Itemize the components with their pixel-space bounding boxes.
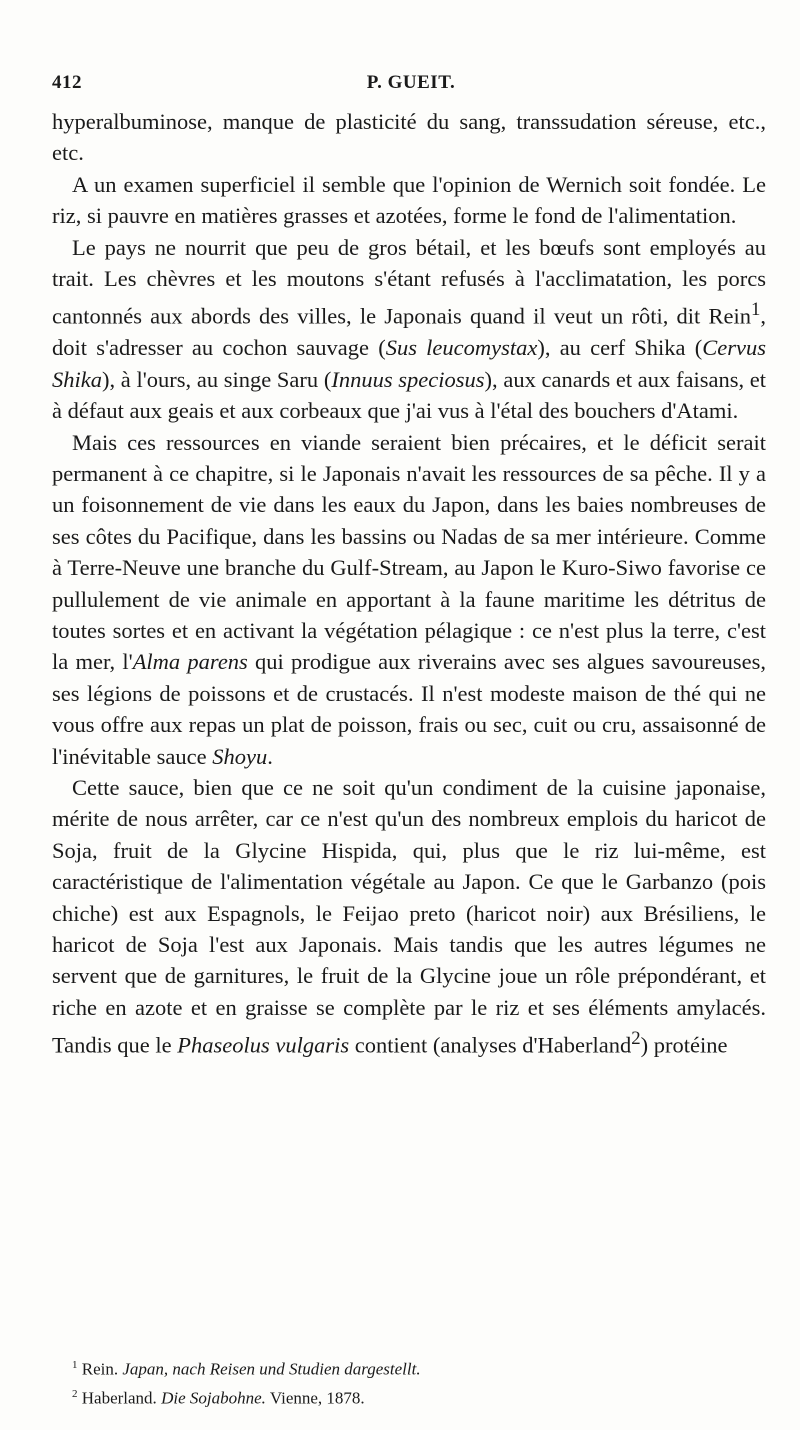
species-name: Sus leucomystax — [385, 335, 538, 361]
paragraph-1: hyperalbuminose, manque de plasticité du sang, transsudation séreuse, etc., etc. — [52, 109, 766, 166]
species-name: Cervus Shika — [52, 335, 766, 392]
species-name: Innuus speciosus — [331, 366, 485, 392]
footnote-ref-2: 2 — [631, 1028, 641, 1050]
paragraph-3-text-a: Le pays ne nourrit que peu de gros bétail, et les bœufs sont employés au trait. Les chèvres et les moutons s'étant refusés à l'acclimatation, les porcs cantonnés aux abords des villes, le Japonais quand il veut un rôti, dit Rein — [52, 234, 766, 329]
paragraph-2: A un examen superficiel il semble que l'opinion de Wernich soit fondée. Le riz, si pauvre en matières grasses et azotées, forme le fond de l'alimentation. — [52, 171, 766, 229]
paragraph-4 — [52, 427, 766, 772]
paragraph-3-text-c: ), au cerf Shika ( — [537, 335, 703, 361]
paragraph-4-text-a: Mais ces ressources en viande seraient bien précaires, et le déficit serait permanent à ce chapitre, si le Japonais n'avait les ressources de sa pêche. Il y a un foisonnement de vie dans les eaux du Japon, dans les baies nombreuses de ses côtes du Pacifique, dans les bassins ou Nadas de sa mer intérieure. Comme à Terre-Neuve une branche du Gulf-Stream, au Japon le Kuro-Siwo favorise ce pullulement de vie animale en apportant à la faune maritime les détritus de toutes sortes et en activant la végétation pélagique : ce n'est plus la terre, c'est la mer, l' — [52, 429, 766, 675]
paragraph-5-text-c: ) protéine — [640, 1032, 728, 1058]
paragraph-3-text-e: ), aux canards et aux faisans, et à défaut aux geais et aux corbeaux que j'ai vus à l'étal des bouchers d'Atami. — [52, 366, 766, 424]
italic-term: Alma parens — [132, 649, 248, 675]
footnote-author: Rein. — [81, 1359, 123, 1379]
paragraph-4-text-b: qui prodigue aux riverains avec ses algues savoureuses, ses légions de poissons et de crustacés. Il n'est modeste maison de thé qui ne vous offre aux repas un plat de poisson, frais ou sec, cuit ou cru, assaisonné de l'inévitable sauce — [52, 649, 766, 769]
paragraph-3-text-b: , doit s'adresser au cochon sauvage ( — [52, 303, 766, 361]
footnote-title: Japan, nach Reisen und Studien dargestellt. — [122, 1359, 421, 1379]
footnote-1 — [52, 1353, 766, 1382]
running-head-author: P. GUEIT. — [366, 72, 456, 93]
paragraph-5-text-b: contient (analyses d'Haberland — [349, 1032, 632, 1058]
footnote-ref-1: 1 — [751, 299, 761, 321]
footnotes — [52, 1353, 766, 1410]
footnote-mark: 2 — [72, 1387, 78, 1400]
paragraph-5-text-a: Cette sauce, bien que ce ne soit qu'un condiment de la cuisine japonaise, mérite de nous arrêter, car ce n'est qu'un des nombreux emplois du haricot de Soja, fruit de la Glycine Hispida, qui, plus que le riz lui-même, est caractéristique de l'alimentation végétale au Japon. Ce que le Garbanzo (pois chiche) est aux Espagnols, le Feijao preto (haricot noir) aux Brésiliens, le haricot de Soja l'est aux Japonais. Mais tandis que les autres légumes ne servent que de garnitures, le fruit de la Glycine joue un rôle prépondérant, et riche en azote et en graisse se complète par le riz et ses éléments amylacés. Tandis que le — [52, 775, 766, 1058]
footnote-author: Haberland. — [81, 1388, 162, 1408]
paragraph-5 — [52, 772, 766, 1061]
footnote-2 — [52, 1382, 766, 1411]
paragraph-3-text-d: ), à l'ours, au singe Saru ( — [102, 366, 332, 392]
body-text — [52, 106, 766, 1061]
footnote-mark: 1 — [72, 1359, 78, 1371]
footnote-publication: Vienne, 1878. — [265, 1388, 365, 1408]
paragraph-4-text-c: . — [267, 743, 273, 769]
paragraph-3 — [52, 232, 766, 427]
footnote-title: Die Sojabohne. — [161, 1388, 266, 1408]
italic-term: Shoyu — [212, 743, 268, 769]
species-name: Phaseolus vulgaris — [177, 1032, 350, 1058]
running-head — [52, 72, 770, 100]
page-number: 412 — [52, 72, 82, 93]
